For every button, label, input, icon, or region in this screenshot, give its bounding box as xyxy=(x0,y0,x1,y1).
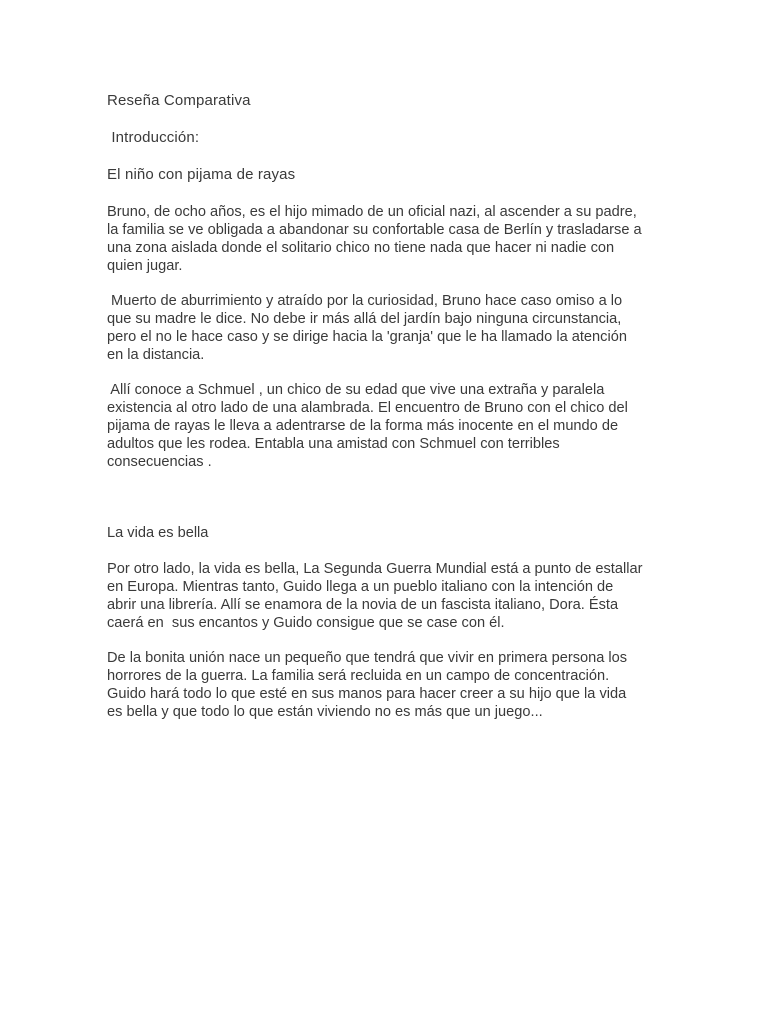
paragraph-line: caerá en sus encantos y Guido consigue que se case con él. xyxy=(107,615,505,631)
paragraph-line: pero el no le hace caso y se dirige hacia la 'granja' que le ha llamado la atención xyxy=(107,329,627,345)
paragraph-line: es bella y que todo lo que están viviendo no es más que un juego... xyxy=(107,704,543,720)
paragraph-line: abrir una librería. Allí se enamora de la novia de un fascista italiano, Dora. Ésta xyxy=(107,597,619,613)
section1-heading xyxy=(107,166,667,184)
section1-heading-text: El niño con pijama de rayas xyxy=(107,166,296,183)
paragraph-line: Muerto de aburrimiento y atraído por la curiosidad, Bruno hace caso omiso a lo xyxy=(107,293,623,309)
paragraph-line: la familia se ve obligada a abandonar su confortable casa de Berlín y trasladarse a xyxy=(107,222,642,238)
document-title xyxy=(107,92,667,110)
paragraph-line: Bruno, de ocho años, es el hijo mimado de un oficial nazi, al ascender a su padre, xyxy=(107,204,637,220)
paragraph-line: existencia al otro lado de una alambrada. El encuentro de Bruno con el chico del xyxy=(107,400,628,416)
intro-heading-text: Introducción: xyxy=(107,129,200,146)
paragraph-line: Allí conoce a Schmuel , un chico de su edad que vive una extraña y paralela xyxy=(107,382,605,398)
paragraph-line: horrores de la guerra. La familia será recluida en un campo de concentración. xyxy=(107,668,610,684)
document-title-text: Reseña Comparativa xyxy=(107,92,251,109)
paragraph-line: adultos que les rodea. Entabla una amistad con Schmuel con terribles xyxy=(107,436,560,452)
section2-heading-text: La vida es bella xyxy=(107,525,209,541)
paragraph-line: que su madre le dice. No debe ir más allá del jardín bajo ninguna circunstancia, xyxy=(107,311,622,327)
paragraph-line: Guido hará todo lo que esté en sus manos para hacer creer a su hijo que la vida xyxy=(107,686,627,702)
section1-paragraph-1 xyxy=(107,203,667,275)
paragraph-line: pijama de rayas le lleva a adentrarse de la forma más inocente en el mundo de xyxy=(107,418,619,434)
paragraph-line: consecuencias . xyxy=(107,454,212,470)
section1-paragraph-3 xyxy=(107,381,667,471)
section2-paragraph-2 xyxy=(107,649,667,721)
paragraph-line: Por otro lado, la vida es bella, La Segunda Guerra Mundial está a punto de estallar xyxy=(107,561,643,577)
paragraph-line: De la bonita unión nace un pequeño que tendrá que vivir en primera persona los xyxy=(107,650,628,666)
section2-heading xyxy=(107,524,667,542)
paragraph-line: en Europa. Mientras tanto, Guido llega a un pueblo italiano con la intención de xyxy=(107,579,614,595)
section1-paragraph-2 xyxy=(107,292,667,364)
intro-heading xyxy=(107,129,667,147)
paragraph-line: una zona aislada donde el solitario chico no tiene nada que hacer ni nadie con xyxy=(107,240,615,256)
paragraph-line: quien jugar. xyxy=(107,258,183,274)
paragraph-line: en la distancia. xyxy=(107,347,205,363)
section2-paragraph-1 xyxy=(107,560,667,632)
